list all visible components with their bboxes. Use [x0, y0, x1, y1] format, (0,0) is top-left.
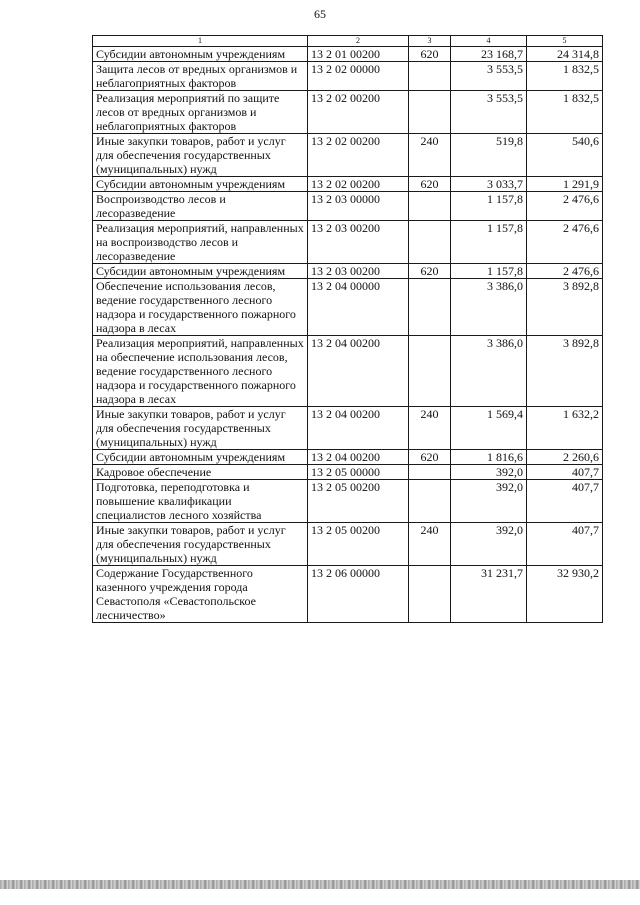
cell-expense-type [409, 336, 451, 407]
table-row [93, 450, 603, 465]
cell-name: Содержание Государственного казенного учреждения города Севастополя «Севастопольское лесничество» [93, 566, 308, 623]
cell-amount-2: 2 260,6 [527, 450, 603, 465]
cell-name: Субсидии автономным учреждениям [93, 177, 308, 192]
cell-amount-2: 407,7 [527, 480, 603, 523]
table-row [93, 465, 603, 480]
header-col-2: 2 [308, 36, 409, 47]
table-row [93, 221, 603, 264]
scan-edge-strip [0, 880, 640, 889]
table-row [93, 566, 603, 623]
cell-amount-1: 1 157,8 [451, 264, 527, 279]
table-row [93, 62, 603, 91]
cell-amount-1: 3 553,5 [451, 62, 527, 91]
header-col-5: 5 [527, 36, 603, 47]
cell-code: 13 2 04 00000 [308, 279, 409, 336]
table-row [93, 279, 603, 336]
cell-name: Иные закупки товаров, работ и услуг для обеспечения государственных (муниципальных) нужд [93, 523, 308, 566]
cell-amount-1: 392,0 [451, 523, 527, 566]
table-row [93, 192, 603, 221]
cell-amount-2: 3 892,8 [527, 279, 603, 336]
cell-expense-type [409, 465, 451, 480]
cell-code: 13 2 05 00200 [308, 523, 409, 566]
cell-amount-1: 31 231,7 [451, 566, 527, 623]
cell-amount-2: 1 832,5 [527, 62, 603, 91]
cell-name: Кадровое обеспечение [93, 465, 308, 480]
cell-expense-type: 240 [409, 523, 451, 566]
cell-amount-2: 1 632,2 [527, 407, 603, 450]
cell-amount-1: 3 033,7 [451, 177, 527, 192]
cell-name: Субсидии автономным учреждениям [93, 264, 308, 279]
table-row [93, 134, 603, 177]
cell-amount-2: 1 291,9 [527, 177, 603, 192]
cell-amount-1: 519,8 [451, 134, 527, 177]
table-row [93, 480, 603, 523]
cell-amount-1: 3 386,0 [451, 336, 527, 407]
cell-amount-1: 392,0 [451, 480, 527, 523]
cell-amount-2: 540,6 [527, 134, 603, 177]
cell-name: Подготовка, переподготовка и повышение квалификации специалистов лесного хозяйства [93, 480, 308, 523]
table-row [93, 47, 603, 62]
cell-amount-2: 24 314,8 [527, 47, 603, 62]
cell-name: Иные закупки товаров, работ и услуг для обеспечения государственных (муниципальных) нужд [93, 407, 308, 450]
cell-amount-1: 1 157,8 [451, 221, 527, 264]
cell-expense-type: 620 [409, 177, 451, 192]
table-row [93, 177, 603, 192]
table-header-row [93, 36, 603, 47]
cell-code: 13 2 03 00200 [308, 221, 409, 264]
cell-name: Обеспечение использования лесов, ведение государственного лесного надзора и государственного пожарного надзора в лесах [93, 279, 308, 336]
table-row [93, 91, 603, 134]
budget-table [92, 35, 603, 623]
cell-amount-1: 23 168,7 [451, 47, 527, 62]
cell-expense-type: 240 [409, 134, 451, 177]
cell-amount-1: 1 569,4 [451, 407, 527, 450]
cell-code: 13 2 03 00000 [308, 192, 409, 221]
cell-code: 13 2 04 00200 [308, 450, 409, 465]
cell-code: 13 2 05 00200 [308, 480, 409, 523]
page-number: 65 [314, 7, 326, 21]
cell-expense-type: 240 [409, 407, 451, 450]
cell-name: Реализация мероприятий по защите лесов от вредных организмов и неблагоприятных факторов [93, 91, 308, 134]
cell-name: Защита лесов от вредных организмов и неблагоприятных факторов [93, 62, 308, 91]
cell-expense-type: 620 [409, 47, 451, 62]
header-col-1: 1 [93, 36, 308, 47]
cell-code: 13 2 02 00000 [308, 62, 409, 91]
cell-code: 13 2 02 00200 [308, 134, 409, 177]
table-body [93, 47, 603, 623]
cell-amount-2: 2 476,6 [527, 192, 603, 221]
cell-code: 13 2 04 00200 [308, 336, 409, 407]
cell-amount-2: 407,7 [527, 523, 603, 566]
cell-expense-type: 620 [409, 264, 451, 279]
cell-amount-1: 1 816,6 [451, 450, 527, 465]
cell-expense-type [409, 62, 451, 91]
cell-name: Реализация мероприятий, направленных на воспроизводство лесов и лесоразведение [93, 221, 308, 264]
cell-amount-1: 3 386,0 [451, 279, 527, 336]
cell-name: Реализация мероприятий, направленных на обеспечение использования лесов, ведение государственного лесного надзора и государственного пожарного надзора в лесах [93, 336, 308, 407]
cell-amount-1: 392,0 [451, 465, 527, 480]
cell-code: 13 2 03 00200 [308, 264, 409, 279]
cell-name: Воспроизводство лесов и лесоразведение [93, 192, 308, 221]
table-row [93, 264, 603, 279]
cell-expense-type [409, 192, 451, 221]
table-row [93, 523, 603, 566]
cell-expense-type: 620 [409, 450, 451, 465]
cell-amount-2: 407,7 [527, 465, 603, 480]
cell-code: 13 2 02 00200 [308, 91, 409, 134]
header-col-4: 4 [451, 36, 527, 47]
cell-expense-type [409, 566, 451, 623]
cell-name: Субсидии автономным учреждениям [93, 47, 308, 62]
cell-expense-type [409, 480, 451, 523]
cell-amount-2: 2 476,6 [527, 264, 603, 279]
cell-expense-type [409, 91, 451, 134]
cell-name: Субсидии автономным учреждениям [93, 450, 308, 465]
cell-amount-2: 2 476,6 [527, 221, 603, 264]
header-col-3: 3 [409, 36, 451, 47]
cell-expense-type [409, 221, 451, 264]
cell-code: 13 2 04 00200 [308, 407, 409, 450]
cell-code: 13 2 02 00200 [308, 177, 409, 192]
cell-name: Иные закупки товаров, работ и услуг для обеспечения государственных (муниципальных) нужд [93, 134, 308, 177]
cell-code: 13 2 05 00000 [308, 465, 409, 480]
cell-expense-type [409, 279, 451, 336]
cell-amount-1: 3 553,5 [451, 91, 527, 134]
table-row [93, 336, 603, 407]
cell-code: 13 2 01 00200 [308, 47, 409, 62]
cell-amount-2: 3 892,8 [527, 336, 603, 407]
cell-amount-2: 1 832,5 [527, 91, 603, 134]
cell-amount-2: 32 930,2 [527, 566, 603, 623]
cell-amount-1: 1 157,8 [451, 192, 527, 221]
table-row [93, 407, 603, 450]
cell-code: 13 2 06 00000 [308, 566, 409, 623]
